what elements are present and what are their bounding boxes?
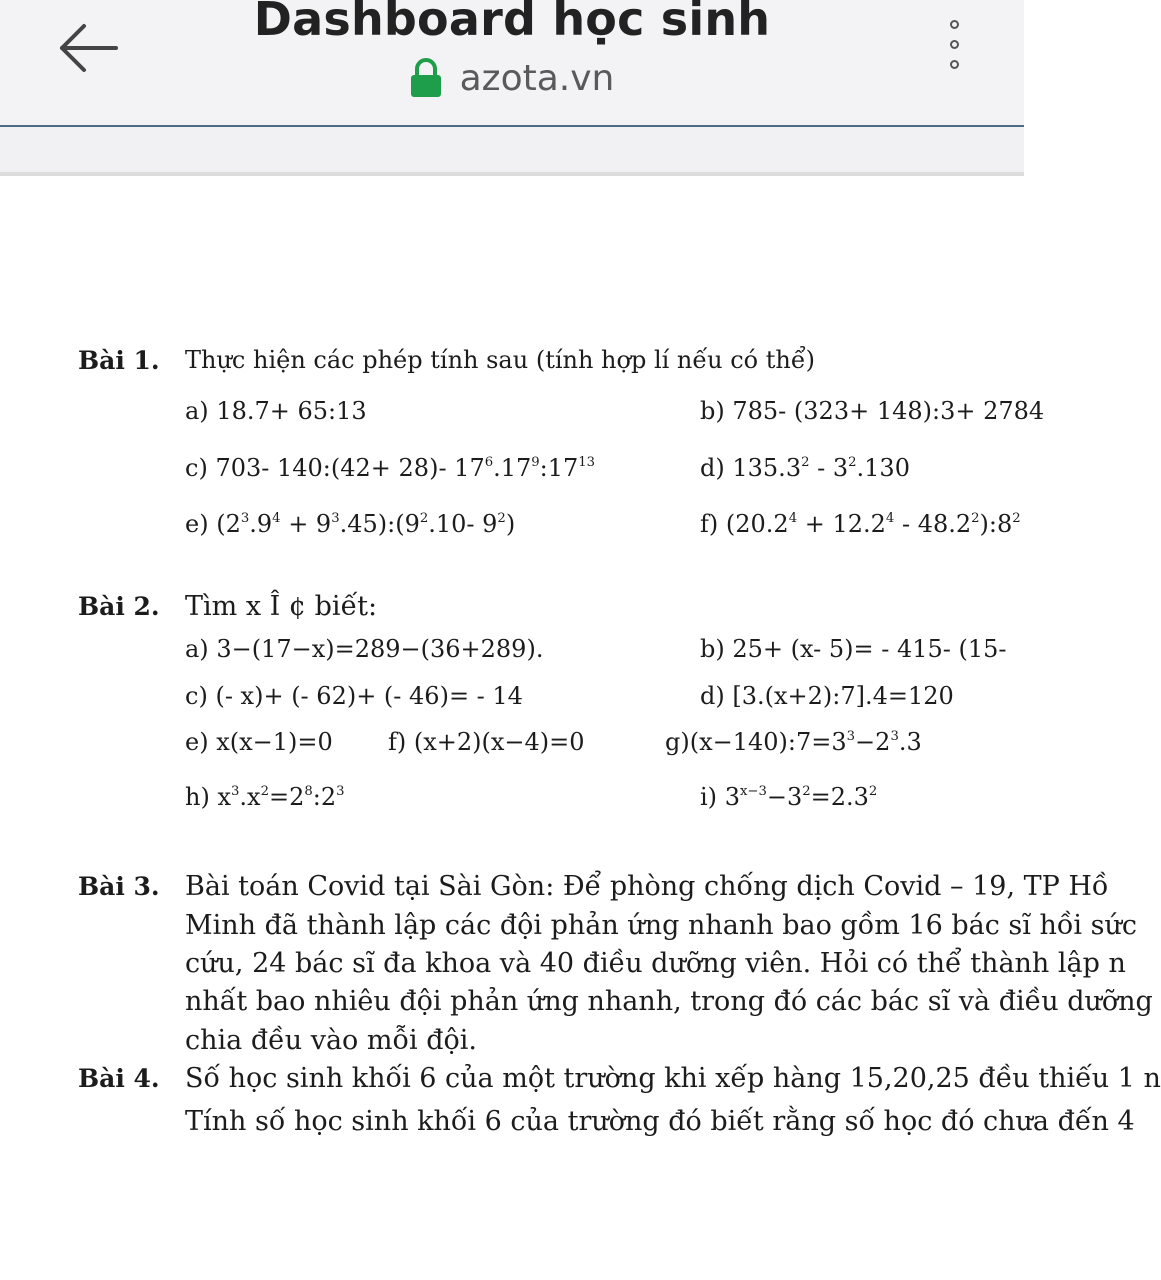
bai3-line: nhất bao nhiêu đội phản ứng nhanh, trong đó các bác sĩ và điều dưỡng: [185, 986, 1153, 1017]
bai1-item-a: a) 18.7+ 65:13: [185, 397, 367, 425]
bai1-prompt: Thực hiện các phép tính sau (tính hợp lí nếu có thể): [185, 346, 815, 374]
page-strip: [0, 127, 1024, 173]
bai3-line: Bài toán Covid tại Sài Gòn: Để phòng chống dịch Covid – 19, TP Hồ: [185, 871, 1109, 902]
bai2-item-g: $g)(x-140):7=3^3-2^3.3$: [665, 728, 922, 756]
bai2-item-f: f) (x+2)(x−4)=0: [388, 728, 585, 756]
bai2-item-e: e) x(x−1)=0: [185, 728, 333, 756]
bai1-item-f: f) ($20.2^4 + 12.2^4$ - $48.2^2):8^2$: [700, 510, 1021, 538]
bai1-item-b: b) 785- (323+ 148):3+ 2784: [700, 397, 1045, 425]
page-title: Dashboard học sinh: [253, 0, 771, 46]
app-bar: [0, 0, 1024, 126]
bai2-item-a: a) 3−(17−x)=289−(36+289).: [185, 635, 544, 663]
bai2-label: Bài 2.: [78, 592, 160, 621]
bai1-item-d: d) $135.3^2 - 3^2.130$: [700, 454, 910, 482]
bai3-label: Bài 3.: [78, 872, 160, 901]
bai2-item-d: d) [3.(x+2):7].4=120: [700, 682, 954, 710]
url-text: azota.vn: [459, 57, 615, 99]
bai4-label: Bài 4.: [78, 1064, 160, 1093]
url-bar[interactable]: [0, 55, 1024, 101]
bai3-line: cứu, 24 bác sĩ đa khoa và 40 điều dưỡng viên. Hỏi có thể thành lập n: [185, 948, 1126, 979]
kebab-menu-icon[interactable]: [938, 16, 974, 80]
bai1-item-e: e) ($2^3.9^4$ + $9^3.45):(9^2.10-$ $9^2$): [185, 510, 516, 538]
document: [0, 176, 1161, 1280]
bai2-item-i: i) $3^{x-3}-3^2=2.3^2$: [700, 783, 878, 811]
bai2-item-c: c) (- x)+ (- 62)+ (- 46)= - 14: [185, 682, 523, 710]
bai4-line: Số học sinh khối 6 của một trường khi xếp hàng 15,20,25 đều thiếu 1 n: [185, 1063, 1161, 1094]
bai2-prompt: Tìm x Î ¢ biết:: [185, 591, 378, 622]
bai4-line: Tính số học sinh khối 6 của trường đó biết rằng số học đó chưa đến 4: [185, 1106, 1135, 1137]
bai2-item-b: b) 25+ (x- 5)= - 415- (15-: [700, 635, 1007, 663]
bai2-item-h: h) $x^3.x^2=2^8:2^3$: [185, 783, 345, 811]
lock-icon: [410, 58, 442, 98]
bai3-line: Minh đã thành lập các đội phản ứng nhanh bao gồm 16 bác sĩ hồi sức: [185, 910, 1138, 941]
bai1-item-c: c) 703- 140:(42+ 28)- $17^6.17^9:17^{13}$: [185, 454, 596, 482]
bai3-line: chia đều vào mỗi đội.: [185, 1025, 477, 1056]
bai1-label: Bài 1.: [78, 346, 160, 375]
